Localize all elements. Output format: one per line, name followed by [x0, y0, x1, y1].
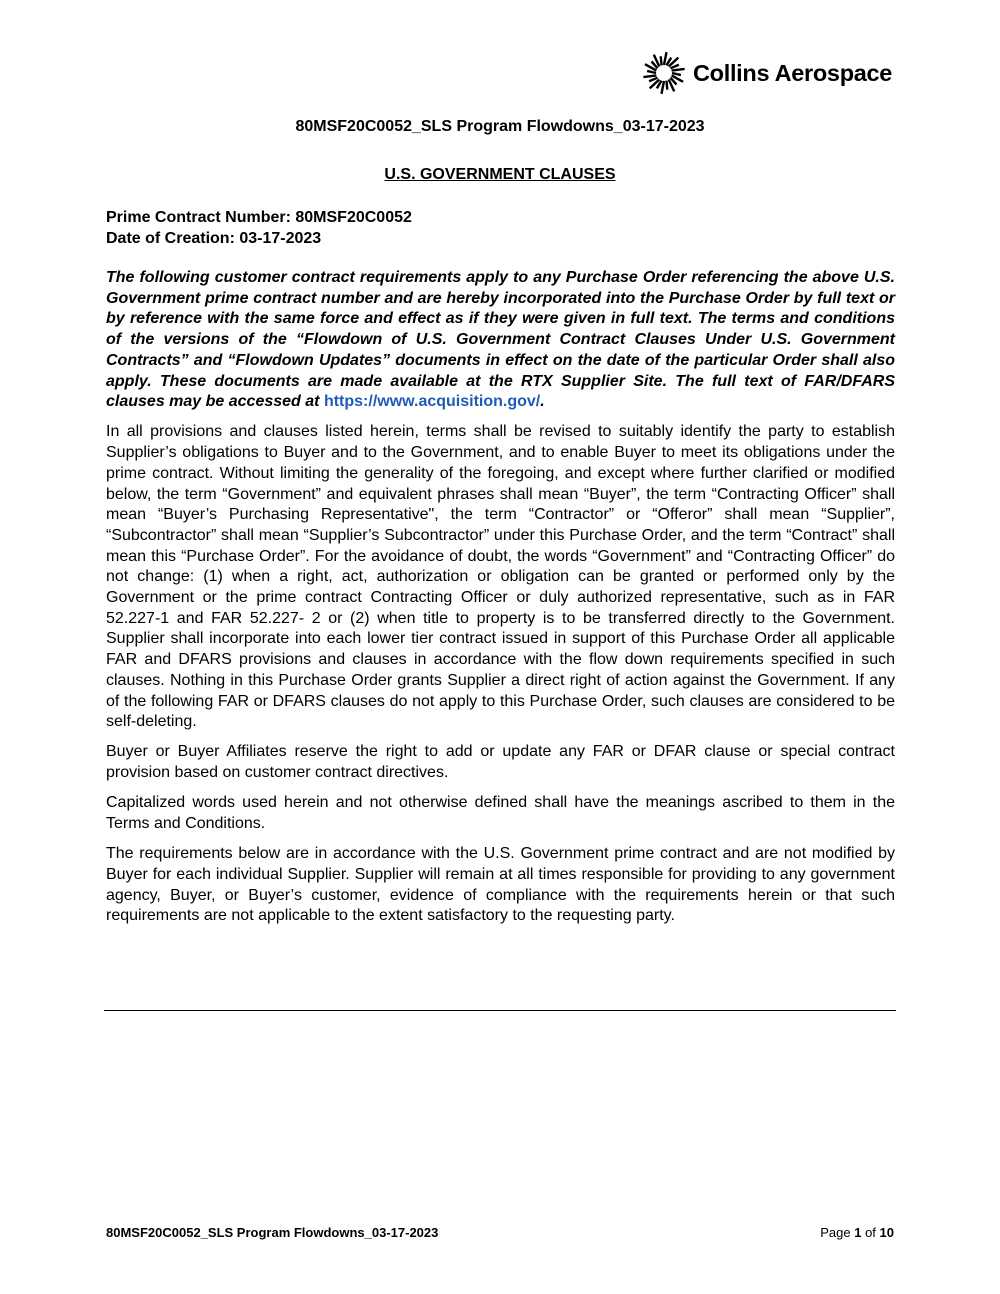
body-paragraph-definitions: In all provisions and clauses listed herein, terms shall be revised to suitably identify the party to establish Supplier’s obligations to Buyer and to the Government, and to enable Buyer to meet its obligations under the prime contract. Without limiting the generality of the foregoing, and except where further clarified or modified below, the term “Government” and equivalent phrases shall mean “Buyer”, the term “Contracting Officer” shall mean “Buyer’s Purchasing Representative", the term “Contractor” or “Offeror” shall mean “Supplier”, “Subcontractor” shall mean “Supplier’s Subcontractor” under this Purchase Order, and the term “Contract” shall mean this “Purchase Order”. For the avoidance of doubt, the words “Government” and “Contracting Officer” do not change: (1) when a right, act, authorization or obligation can be granted or performed only by the Government or the prime contract Contracting Officer or duly authorized representative, such as in FAR 52.227-1 and FAR 52.227- 2 or (2) when title to property is to be transferred directly to the Government. Supplier shall incorporate into each lower tier contract issued in support of this Purchase Order all applicable FAR and DFARS provisions and clauses in accordance with the flow down requirements specified in such clauses. Nothing in this Purchase Order grants Supplier a direct right of action against the Government. If any of the following FAR or DFARS clauses do not apply to this Purchase Order, such clauses are considered to be self-deleting. [106, 423, 895, 731]
document-title: 80MSF20C0052_SLS Program Flowdowns_03-17-2023 [295, 118, 705, 135]
footer-document-name: 80MSF20C0052_SLS Program Flowdowns_03-17-2023 [106, 1225, 439, 1240]
intro-end: . [540, 393, 545, 411]
section-heading: U.S. GOVERNMENT CLAUSES [384, 166, 616, 183]
acquisition-link[interactable]: https://www.acquisition.gov/ [323, 393, 541, 411]
prime-contract-number: Prime Contract Number: 80MSF20C0052 [106, 209, 412, 226]
contract-meta [106, 207, 412, 249]
collins-aerospace-logo [641, 50, 892, 96]
body-paragraph-requirements: The requirements below are in accordance with the U.S. Government prime contract and are not modified by Buyer for each individual Supplier. Supplier will remain at all times responsible for providing to any government agency, Buyer, or Buyer’s customer, evidence of compliance with the requirements herein or that such requirements are not applicable to the extent satisfactory to the requesting party. [106, 845, 895, 925]
footer-page-total: 10 [879, 1225, 894, 1240]
footer-page-current: 1 [854, 1225, 862, 1240]
footer-page-label: Page [820, 1225, 851, 1240]
logo-text: Collins Aerospace [693, 59, 893, 86]
collins-sunburst-icon [641, 50, 687, 96]
footer-page-of: of [865, 1225, 876, 1240]
date-of-creation: Date of Creation: 03-17-2023 [106, 230, 322, 247]
intro-text: The following customer contract requirements apply to any Purchase Order referencing the above U.S. Government prime contract number and are hereby incorporated into the Purchase Order by full text or by reference with the same force and effect as if they were given in full text. The terms and conditions of the versions of the “Flowdown of U.S. Government Contract Clauses Under U.S. Government Contracts” and “Flowdown Updates” documents in effect on the date of the particular Order shall also apply. These documents are made available at the RTX Supplier Site. The full text of FAR/DFARS clauses may be accessed at [106, 269, 895, 411]
body-paragraph-buyer-rights: Buyer or Buyer Affiliates reserve the right to add or update any FAR or DFAR clause or special contract provision based on customer contract directives. [106, 743, 895, 782]
footer-page-number [820, 1225, 894, 1241]
document-body [106, 268, 895, 937]
body-paragraph-capitalized-words: Capitalized words used herein and not otherwise defined shall have the meanings ascribed to them in the Terms and Conditions. [106, 794, 895, 833]
section-divider [104, 1010, 896, 1011]
intro-paragraph [106, 268, 895, 413]
